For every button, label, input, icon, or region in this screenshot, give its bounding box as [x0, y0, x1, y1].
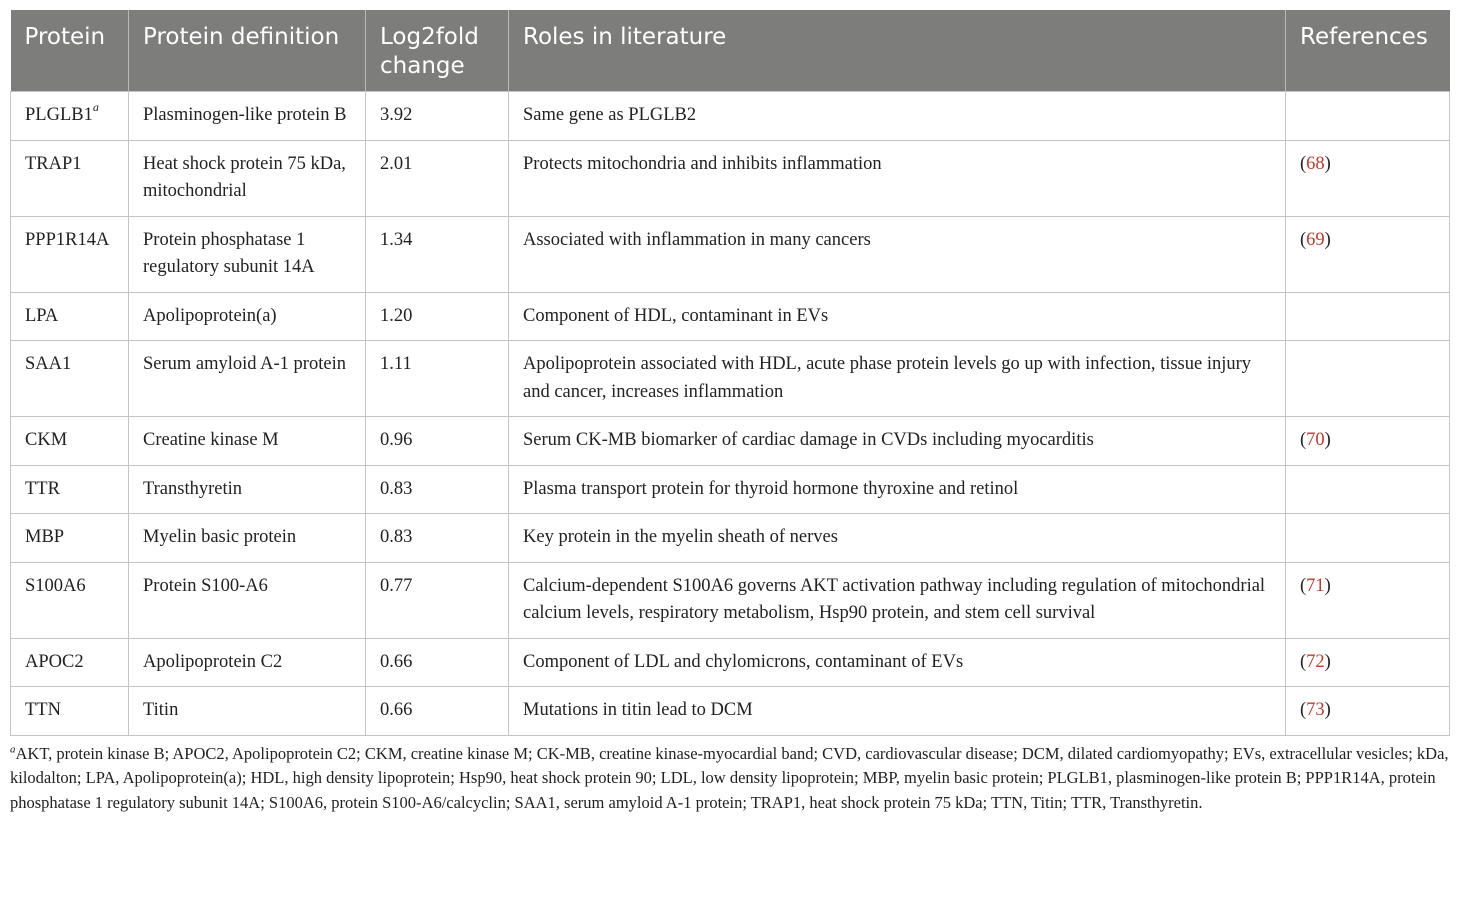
cell-log2fold-change: 2.01: [366, 140, 509, 216]
cell-protein: [11, 92, 129, 141]
cell-protein-definition: Apolipoprotein(a): [129, 292, 366, 341]
cell-log2fold-change: 1.20: [366, 292, 509, 341]
cell-protein-definition: Protein S100-A6: [129, 562, 366, 638]
table-row: [11, 562, 1450, 638]
cell-log2fold-change: 3.92: [366, 92, 509, 141]
cell-log2fold-change: 1.11: [366, 341, 509, 417]
protein-name: LPA: [25, 305, 59, 326]
cell-role: Apolipoprotein associated with HDL, acute phase protein levels go up with infection, tissue injury and cancer, increases inflammation: [509, 341, 1286, 417]
reference-open-paren: (: [1300, 575, 1307, 596]
footnote-superscript: a: [92, 99, 99, 114]
cell-protein: [11, 687, 129, 736]
reference-link[interactable]: 68: [1306, 153, 1325, 174]
protein-name: MBP: [25, 527, 65, 547]
table-row: [11, 216, 1450, 292]
reference-close-paren: ): [1324, 575, 1331, 596]
cell-role: Same gene as PLGLB2: [509, 92, 1286, 141]
footnote-marker: a: [10, 743, 16, 755]
table-row: [11, 341, 1450, 417]
header-log2fold-change: Log2fold change: [366, 10, 509, 92]
table-footnote: [10, 742, 1449, 816]
cell-log2fold-change: 1.34: [366, 216, 509, 292]
reference-link[interactable]: 73: [1306, 700, 1325, 720]
reference-link[interactable]: 71: [1306, 575, 1325, 596]
reference-open-paren: (: [1300, 651, 1307, 672]
cell-reference: [1286, 341, 1450, 417]
cell-reference: [1286, 140, 1450, 216]
cell-log2fold-change: 0.66: [366, 687, 509, 736]
cell-log2fold-change: 0.66: [366, 638, 509, 687]
cell-protein: [11, 514, 129, 563]
cell-role: Plasma transport protein for thyroid hormone thyroxine and retinol: [509, 465, 1286, 514]
header-references: References: [1286, 10, 1450, 92]
cell-protein: [11, 216, 129, 292]
protein-name: SAA1: [25, 354, 72, 374]
header-protein-definition: Protein definition: [129, 10, 366, 92]
table-container: [10, 10, 1449, 815]
protein-name: S100A6: [25, 575, 86, 596]
cell-protein: [11, 417, 129, 466]
reference-open-paren: (: [1300, 153, 1307, 174]
table-row: [11, 465, 1450, 514]
cell-protein-definition: Protein phosphatase 1 regulatory subunit 14A: [129, 216, 366, 292]
cell-role: Mutations in titin lead to DCM: [509, 687, 1286, 736]
protein-name: TTN: [25, 700, 61, 720]
table-row: [11, 514, 1450, 563]
header-protein: Protein: [11, 10, 129, 92]
cell-protein: [11, 638, 129, 687]
cell-log2fold-change: 0.83: [366, 465, 509, 514]
cell-protein-definition: Serum amyloid A-1 protein: [129, 341, 366, 417]
cell-role: Associated with inflammation in many cancers: [509, 216, 1286, 292]
cell-reference: [1286, 92, 1450, 141]
cell-reference: [1286, 514, 1450, 563]
table-row: [11, 417, 1450, 466]
reference-close-paren: ): [1324, 651, 1331, 672]
protein-name: TRAP1: [25, 153, 82, 174]
cell-protein: [11, 292, 129, 341]
table-row: [11, 687, 1450, 736]
cell-protein: [11, 562, 129, 638]
reference-close-paren: ): [1324, 153, 1331, 174]
header-roles-in-literature: Roles in literature: [509, 10, 1286, 92]
cell-role: Protects mitochondria and inhibits inflammation: [509, 140, 1286, 216]
reference-link[interactable]: 69: [1306, 229, 1325, 250]
reference-close-paren: ): [1324, 229, 1331, 250]
cell-role: Calcium-dependent S100A6 governs AKT activation pathway including regulation of mitochondrial calcium levels, respiratory metabolism, Hsp90 protein, and stem cell survival: [509, 562, 1286, 638]
cell-protein-definition: Titin: [129, 687, 366, 736]
table-row: [11, 292, 1450, 341]
protein-name: APOC2: [25, 651, 84, 672]
cell-protein-definition: Myelin basic protein: [129, 514, 366, 563]
protein-name: CKM: [25, 430, 68, 450]
cell-log2fold-change: 0.96: [366, 417, 509, 466]
table-body: [11, 92, 1450, 736]
cell-role: Component of LDL and chylomicrons, contaminant of EVs: [509, 638, 1286, 687]
protein-name: PLGLB1: [25, 105, 93, 125]
cell-reference: [1286, 687, 1450, 736]
reference-link[interactable]: 70: [1306, 430, 1325, 450]
protein-name: PPP1R14A: [25, 229, 110, 250]
cell-reference: [1286, 638, 1450, 687]
cell-reference: [1286, 562, 1450, 638]
cell-protein: [11, 341, 129, 417]
table-row: [11, 638, 1450, 687]
cell-reference: [1286, 292, 1450, 341]
cell-reference: [1286, 465, 1450, 514]
cell-protein-definition: Creatine kinase M: [129, 417, 366, 466]
protein-table: [10, 10, 1450, 736]
protein-name: TTR: [25, 478, 60, 499]
table-row: [11, 140, 1450, 216]
footnote-text: AKT, protein kinase B; APOC2, Apolipoprotein C2; CKM, creatine kinase M; CK-MB, creatine kinase-myocardial band; CVD, cardiovascular disease; DCM, dilated cardiomyopathy; EVs, extracellular vesicles; kDa, kilodalton; LPA, Apolipoprotein(a); HDL, high density lipoprotein; Hsp90, heat shock protein 90; LDL, low density lipoprotein; MBP, myelin basic protein; PLGLB1, plasminogen-like protein B; PPP1R14A, protein phosphatase 1 regulatory subunit 14A; S100A6, protein S100-A6/calcyclin; SAA1, serum amyloid A-1 protein; TRAP1, heat shock protein 75 kDa; TTN, Titin; TTR, Transthyretin.: [10, 743, 1449, 812]
reference-open-paren: (: [1300, 229, 1307, 250]
reference-close-paren: ): [1324, 700, 1331, 720]
cell-reference: [1286, 417, 1450, 466]
reference-close-paren: ): [1324, 430, 1331, 450]
cell-reference: [1286, 216, 1450, 292]
table-row: [11, 92, 1450, 141]
cell-role: Serum CK-MB biomarker of cardiac damage in CVDs including myocarditis: [509, 417, 1286, 466]
cell-protein: [11, 465, 129, 514]
cell-protein-definition: Heat shock protein 75 kDa, mitochondrial: [129, 140, 366, 216]
cell-protein: [11, 140, 129, 216]
cell-protein-definition: Plasminogen-like protein B: [129, 92, 366, 141]
reference-open-paren: (: [1300, 700, 1307, 720]
reference-link[interactable]: 72: [1306, 651, 1325, 672]
reference-open-paren: (: [1300, 430, 1307, 450]
cell-role: Component of HDL, contaminant in EVs: [509, 292, 1286, 341]
cell-log2fold-change: 0.83: [366, 514, 509, 563]
table-header-row: [11, 10, 1450, 92]
cell-role: Key protein in the myelin sheath of nerves: [509, 514, 1286, 563]
cell-protein-definition: Apolipoprotein C2: [129, 638, 366, 687]
cell-log2fold-change: 0.77: [366, 562, 509, 638]
cell-protein-definition: Transthyretin: [129, 465, 366, 514]
